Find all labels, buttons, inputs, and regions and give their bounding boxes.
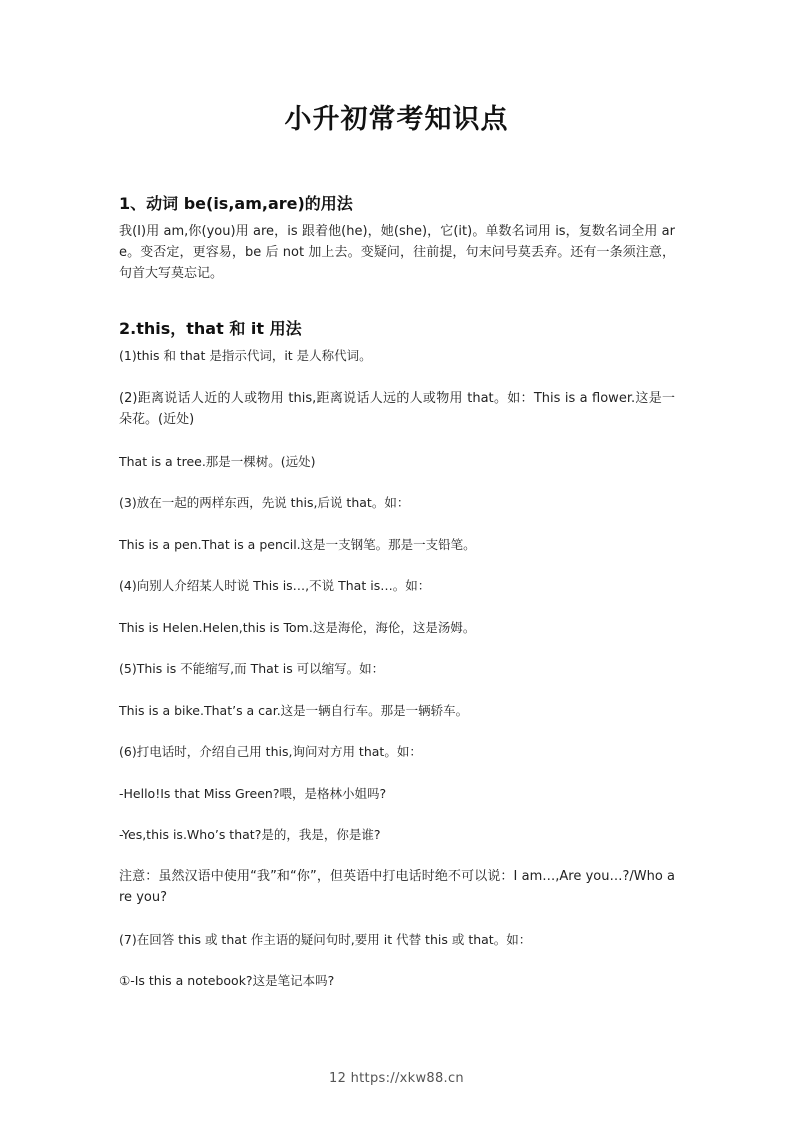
be-verb-paragraph: 我(I)用 am,你(you)用 are，is 跟着他(he)，她(she)，它(it)。单数名词用 is，复数名词全用 are。变否定，更容易，be 后 not 加上去。变疑问，往前提，句末问号莫丢弃。还有一条须注意，句首大写莫忘记。	[119, 224, 675, 281]
section-heading-be-verb: 1、动词 be(is,am,are)的用法	[119, 194, 353, 213]
rule-line-3: (3)放在一起的两样东西，先说 this,后说 that。如：	[119, 495, 410, 510]
rule-line-6: (6)打电话时，介绍自己用 this,询问对方用 that。如：	[119, 744, 422, 759]
example-line: This is a bike.That’s a car.这是一辆自行车。那是一辆轿车。	[119, 703, 469, 718]
page-footer: 12 https://xkw88.cn	[329, 1071, 464, 1086]
rule-line-2: (2)距离说话人近的人或物用 this,距离说话人远的人或物用 that。如：This is a flower.这是一朵花。(近处)	[119, 391, 675, 427]
section-heading-this-that-it: 2.this，that 和 it 用法	[119, 319, 302, 338]
example-line: ①-Is this a notebook?这是笔记本吗?	[119, 973, 335, 988]
example-line: That is a tree.那是一棵树。(远处)	[119, 454, 316, 469]
example-line: This is a pen.That is a pencil.这是一支钢笔。那是一支铅笔。	[119, 537, 476, 552]
rule-line-4: (4)向别人介绍某人时说 This is…,不说 That is…。如：	[119, 578, 431, 593]
example-line: -Hello!Is that Miss Green?喂，是格林小姐吗?	[119, 786, 387, 801]
rule-line-7: (7)在回答 this 或 that 作主语的疑问句时,要用 it 代替 this 或 that。如：	[119, 932, 532, 947]
example-line: This is Helen.Helen,this is Tom.这是海伦，海伦，这是汤姆。	[119, 620, 476, 635]
rule-line-5: (5)This is 不能缩写,而 That is 可以缩写。如：	[119, 661, 385, 676]
example-line: -Yes,this is.Who’s that?是的，我是，你是谁?	[119, 827, 381, 842]
rule-line-1: (1)this 和 that 是指示代词，it 是人称代词。	[119, 348, 372, 363]
page-title: 小升初常考知识点	[284, 104, 509, 135]
note-paragraph: 注意：虽然汉语中使用“我”和“你”，但英语中打电话时绝不可以说：I am…,Are you…?/Who are you?	[119, 869, 675, 905]
